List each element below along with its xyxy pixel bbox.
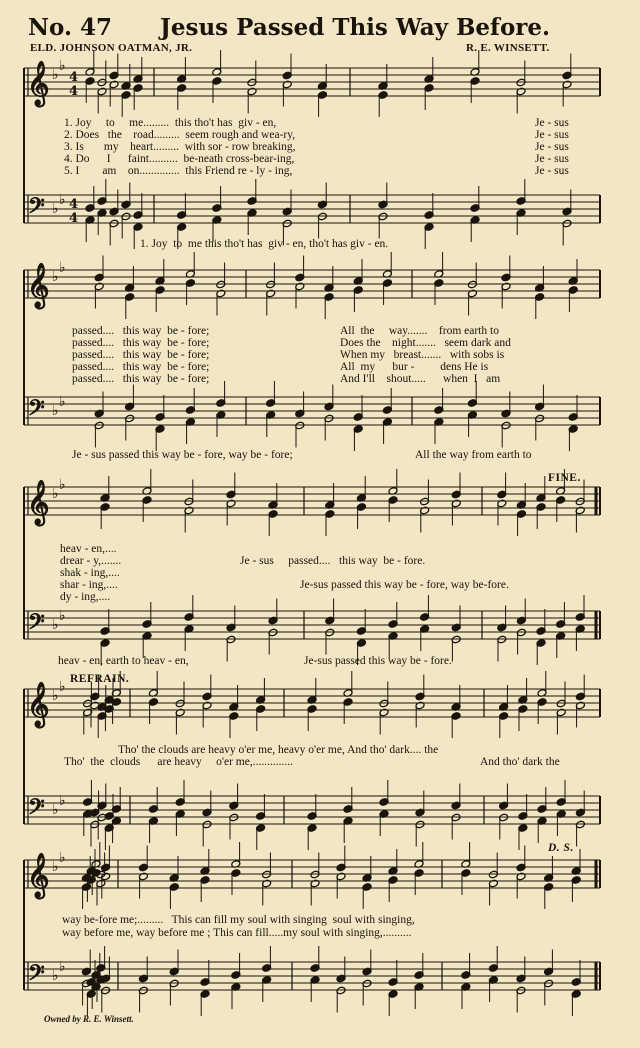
flat-sign-icon: ♭ — [52, 688, 59, 704]
verse-end-s2 — [340, 325, 511, 385]
mid-lyric-s3a: Je - sus passed.... this way be - fore. — [240, 555, 426, 567]
verse-line: shak - ing,.... — [60, 567, 120, 579]
verse-line: 1. Joy to me......... this tho't has giv - en, — [64, 117, 277, 129]
flat-sign-icon: ♭ — [59, 394, 66, 410]
flat-sign-icon: ♭ — [59, 679, 66, 695]
verse-line: passed.... this way be - fore; — [72, 325, 210, 337]
flat-sign-icon: ♭ — [52, 968, 59, 984]
verse-line: 2. Does the road......... seem rough and wea-ry, — [64, 129, 296, 141]
refrain-lyric-a: Tho' the clouds are heavy o'er me, heavy o'er me, And tho' dark.... the — [118, 744, 439, 756]
verse-line: passed.... this way be - fore; — [72, 337, 210, 349]
bass-lyric-s3a: heav - en, earth to heav - en, — [58, 655, 189, 667]
flat-sign-icon: ♭ — [59, 477, 66, 493]
bass-clef-icon: 𝄢 — [28, 961, 45, 991]
verse-line: 4. Do I faint.......... be-neath cross-bear-ing, — [64, 153, 295, 165]
verse-line: passed.... this way be - fore; — [72, 349, 210, 361]
refrain-lyric-s5a: way be-fore me;......... This can fill my soul with singing soul with singing, — [62, 914, 415, 926]
flat-sign-icon: ♭ — [59, 260, 66, 276]
bass-lyric-s3b: Je-sus passed this way be - fore. — [304, 655, 452, 667]
refrain-lyric-b-end: And tho' dark the — [480, 756, 560, 768]
refrain-lyric-b: Tho' the clouds are heavy o'er me,.............. — [64, 756, 293, 768]
verse-line: shar - ing,.... — [60, 579, 118, 591]
verse-line: All the way....... from earth to — [340, 325, 499, 337]
flat-sign-icon: ♭ — [59, 850, 66, 866]
bass-lyric-s1: 1. Joy to me this tho't has giv - en, tho't has giv - en. — [140, 238, 389, 250]
flat-sign-icon: ♭ — [52, 617, 59, 633]
verse-line: Je - sus — [535, 117, 569, 129]
verse-line: All my bur - dens He is — [340, 361, 489, 373]
treble-clef-icon: 𝄞 — [27, 479, 50, 524]
bass-lyric-s2a: Je - sus passed this way be - fore, way be - fore; — [72, 449, 293, 461]
verse-line: When my breast....... with sobs is — [340, 349, 505, 361]
refrain-lyric-s5b: way before me, way before me ; This can fill.....my soul with singing,.......... — [62, 927, 412, 939]
flat-sign-icon: ♭ — [52, 802, 59, 818]
verse-line: passed.... this way be - fore; — [72, 373, 210, 385]
verse-line: passed.... this way be - fore; — [72, 361, 210, 373]
verse-lyrics-s3 — [60, 543, 121, 603]
verse-line: drear - y,....... — [60, 555, 122, 567]
verse-line: Je - sus — [535, 129, 569, 141]
verse-lyrics-s1 — [64, 117, 296, 177]
verse-line: dy - ing,.... — [60, 591, 111, 603]
flat-sign-icon: ♭ — [52, 67, 59, 83]
treble-clef-icon: 𝄞 — [27, 262, 50, 307]
verse-end-s1 — [535, 117, 569, 177]
fine-marker: FINE. — [548, 472, 581, 484]
time-sig-icon: 4 — [69, 84, 79, 99]
flat-sign-icon: ♭ — [52, 403, 59, 419]
flat-sign-icon: ♭ — [52, 269, 59, 285]
hymn-number: No. 47 — [28, 14, 112, 41]
mid-lyric-s3b: Je-sus passed this way be - fore, way be-fore. — [300, 579, 509, 591]
flat-sign-icon: ♭ — [59, 192, 66, 208]
flat-sign-icon: ♭ — [59, 58, 66, 74]
flat-sign-icon: ♭ — [52, 486, 59, 502]
verse-line: Je - sus — [535, 141, 569, 153]
verse-line: And I'll shout..... when I am — [340, 373, 501, 385]
flat-sign-icon: ♭ — [52, 201, 59, 217]
time-sig-icon: 4 — [69, 70, 79, 85]
treble-clef-icon: 𝄞 — [27, 60, 50, 105]
verse-line: 3. Is my heart......... with sor - row breaking, — [64, 141, 296, 153]
verse-line: 5. I am on.............. this Friend re - ly - ing, — [64, 165, 293, 177]
hymn-title: Jesus Passed This Way Before. — [160, 14, 551, 41]
bass-lyric-s2b: All the way from earth to — [415, 449, 532, 461]
ds-marker: D. S. — [548, 842, 574, 854]
lyricist-credit: ELD. JOHNSON OATMAN, JR. — [30, 42, 193, 54]
bass-clef-icon: 𝄢 — [28, 194, 45, 224]
flat-sign-icon: ♭ — [59, 608, 66, 624]
treble-clef-icon: 𝄞 — [27, 852, 50, 897]
flat-sign-icon: ♭ — [59, 793, 66, 809]
time-sig-icon: 4 — [69, 197, 79, 212]
ownership-note: Owned by R. E. Winsett. — [44, 1014, 134, 1024]
bass-clef-icon: 𝄢 — [28, 396, 45, 426]
refrain-label: REFRAIN. — [70, 673, 130, 685]
verse-lyrics-s2 — [72, 325, 209, 385]
bass-clef-icon: 𝄢 — [28, 795, 45, 825]
verse-line: heav - en,.... — [60, 543, 117, 555]
time-sig-icon: 4 — [69, 211, 79, 226]
bass-clef-icon: 𝄢 — [28, 610, 45, 640]
verse-line: Does the night....... seem dark and — [340, 337, 511, 349]
composer-credit: R. E. WINSETT. — [466, 42, 550, 54]
flat-sign-icon: ♭ — [52, 859, 59, 875]
verse-line: Je - sus — [535, 165, 569, 177]
verse-line: Je - sus — [535, 153, 569, 165]
treble-clef-icon: 𝄞 — [27, 681, 50, 726]
flat-sign-icon: ♭ — [59, 959, 66, 975]
